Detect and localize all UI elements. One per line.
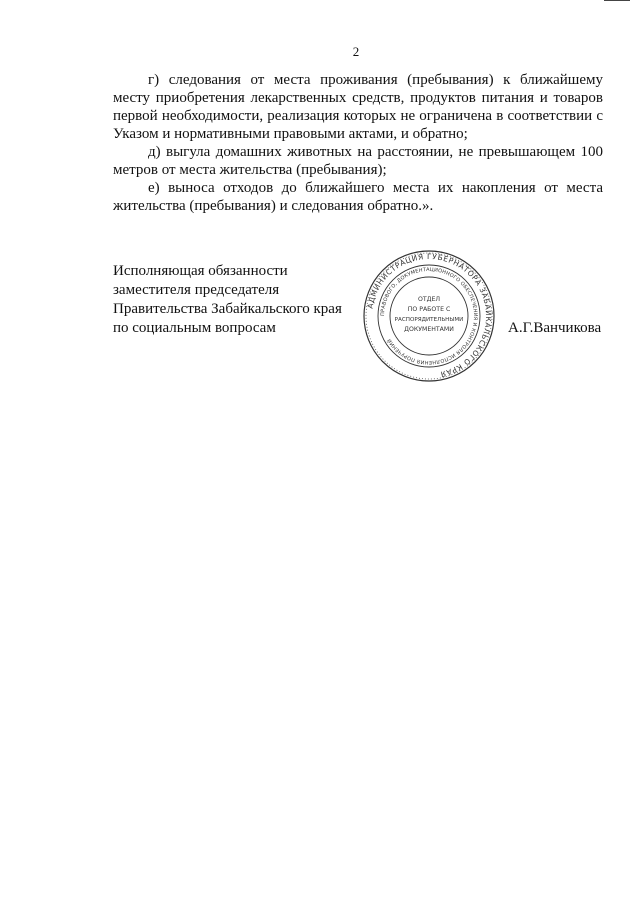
paragraph-d: д) выгула домашних животных на расстоянии, не превышающем 100 метров от места жительства (пребывания); [113,144,603,178]
seal-graphic [362,249,496,383]
seal-inner-text: ПРАВОВОГО, ДОКУМЕНТАЦИОННОГО ОБЕСПЕЧЕНИЯ И КОНТРОЛЯ ИСПОЛНЕНИЯ ПОРУЧЕНИЙ [379,266,479,366]
seal-center-text [395,296,464,333]
paragraph-e: е) выноса отходов до ближайшего места их накопления от места жительства (пребывания) и следования обратно.». [113,180,603,214]
svg-text:ПО РАБОТЕ С: ПО РАБОТЕ С [407,306,451,313]
signatory-title-line: Исполняющая обязанности [113,263,288,279]
signatory-title-line: заместителя председателя [113,282,280,298]
official-seal [362,249,496,383]
seal-middle-ring [378,265,480,367]
signatory-name: А.Г.Ванчикова [508,320,602,336]
signatory-title-line: по социальным вопросам [113,320,276,336]
seal-outer-text: АДМИНИСТРАЦИЯ ГУБЕРНАТОРА ЗАБАЙКАЛЬСКОГО КРАЯ [365,251,494,379]
seal-inner-ring [390,277,468,355]
page-number: 2 [352,44,360,59]
signatory-title-line: Правительства Забайкальского края [113,301,342,317]
svg-text:ОТДЕЛ: ОТДЕЛ [417,296,441,303]
document-body [113,71,603,215]
paragraph-g: г) следования от места проживания (пребывания) к ближайшему месту приобретения лекарственных средств, продуктов питания и товаров первой необходимости, реализация которых не ограничена в соответствии с Указом и нормативными правовыми актами, и обратно; [113,72,603,142]
signatory-title [113,262,393,338]
svg-text:ДОКУМЕНТАМИ: ДОКУМЕНТАМИ [404,326,454,333]
svg-text:РАСПОРЯДИТЕЛЬНЫМИ: РАСПОРЯДИТЕЛЬНЫМИ [394,317,464,323]
corner-scan-mark [604,0,630,1]
